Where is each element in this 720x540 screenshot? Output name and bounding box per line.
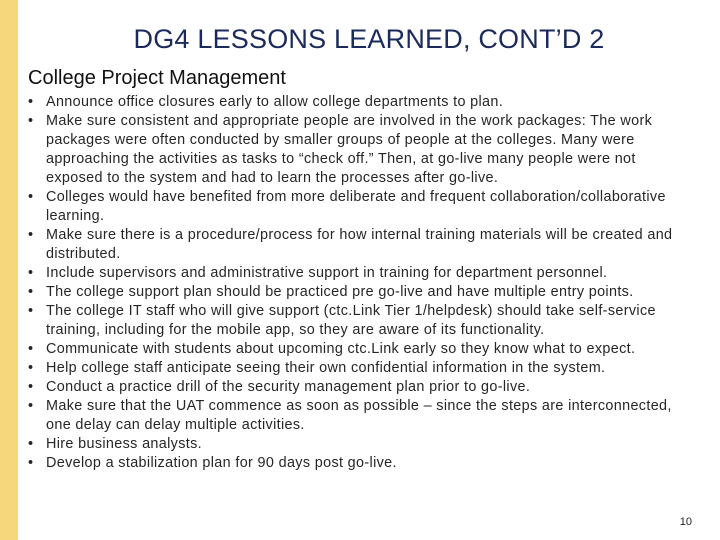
bullet-item: • Include supervisors and administrative support in training for department personnel. <box>28 264 696 283</box>
bullet-item: • Develop a stabilization plan for 90 days post go-live. <box>28 454 696 473</box>
bullet-item: • Make sure consistent and appropriate people are involved in the work packages: The work packages were often conducted by smaller groups of people at the colleges. Many were approaching the activities as tasks to “check off.” Then, at go-live many people were not exposed to the system and had to learn the processes after go-live. <box>28 112 696 188</box>
bullet-item: • Hire business analysts. <box>28 435 696 454</box>
bullet-item: • Announce office closures early to allow college departments to plan. <box>28 93 696 112</box>
bullet-item: • Help college staff anticipate seeing their own confidential information in the system. <box>28 359 696 378</box>
bullet-item: • Colleges would have benefited from more deliberate and frequent collaboration/collaborative learning. <box>28 188 696 226</box>
bullet-item: • Make sure that the UAT commence as soon as possible – since the steps are interconnected, one delay can delay multiple activities. <box>28 397 696 435</box>
accent-bar <box>0 0 18 540</box>
bullet-item: • The college support plan should be practiced pre go-live and have multiple entry points. <box>28 283 696 302</box>
page-number: 10 <box>679 516 692 528</box>
slide-title: DG4 LESSONS LEARNED, CONT’D 2 <box>133 24 605 54</box>
bullet-item: • Make sure there is a procedure/process for how internal training materials will be created and distributed. <box>28 226 696 264</box>
slide-subtitle: College Project Management <box>28 67 286 89</box>
bullet-list <box>28 93 696 473</box>
bullet-item: • Communicate with students about upcoming ctc.Link early so they know what to expect. <box>28 340 696 359</box>
bullet-item: • Conduct a practice drill of the security management plan prior to go-live. <box>28 378 696 397</box>
bullet-item: • The college IT staff who will give support (ctc.Link Tier 1/helpdesk) should take self-service training, including for the mobile app, so they are aware of its functionality. <box>28 302 696 340</box>
